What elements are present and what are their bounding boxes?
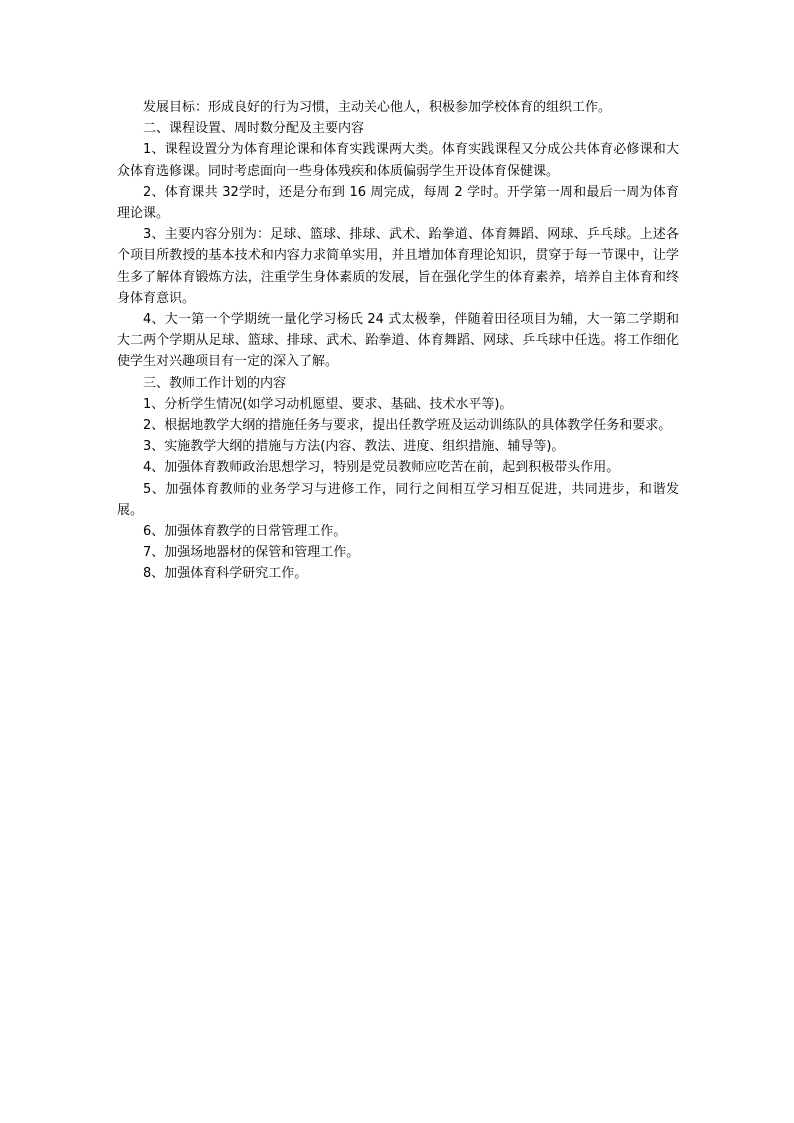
paragraph-teacher-6: 6、加强体育教学的日常管理工作。: [143, 524, 347, 540]
paragraph-teacher-5: 5、加强体育教师的业务学习与进修工作，同行之间相互学习相互促进，共同进步，和谐发展。: [117, 481, 679, 518]
section-heading-curriculum: 二、课程设置、周时数分配及主要内容: [143, 121, 365, 137]
paragraph-teacher-8: 8、加强体育科学研究工作。: [143, 566, 308, 582]
section-heading-teacher-plan: 三、教师工作计划的内容: [143, 375, 287, 391]
paragraph-development-goal: 发展目标：形成良好的行为习惯，主动关心他人，积极参加学校体育的组织工作。: [143, 100, 612, 115]
paragraph-teacher-7: 7、加强场地器材的保管和管理工作。: [143, 545, 360, 561]
paragraph-teacher-2: 2、根据地教学大纲的措施任务与要求，提出任教学班及运动训练队的具体教学任务和要求。: [143, 418, 672, 434]
paragraph-curriculum-3: 3、主要内容分别为：足球、篮球、排球、武术、跆拳道、体育舞蹈、网球、乒乓球。上述各个项目所教授的基本技术和内容力求简单实用，并且增加体育理论知识，贯穿于每一节课中，让学生多了解体育锻炼方法，注重学生身体素质的发展，旨在强化学生的体育素养，培养自主体育和终身体育意识。: [117, 227, 679, 306]
paragraph-teacher-4: 4、加强体育教师政治思想学习，特别是党员教师应吃苦在前，起到积极带头作用。: [143, 460, 620, 476]
paragraph-curriculum-1: 1、课程设置分为体育理论课和体育实践课两大类。体育实践课程又分成公共体育必修课和大众体育选修课。同时考虑面向一些身体残疾和体质偏弱学生开设体育保健课。: [117, 142, 679, 179]
document-page: [117, 97, 679, 585]
paragraph-curriculum-4: 4、大一第一个学期统一量化学习杨氏 24 式太极拳，伴随着田径项目为辅，大一第二学期和大二两个学期从足球、篮球、排球、武术、跆拳道、体育舞蹈、网球、乒乓球中任选。将工作细化使学生对兴趣项目有一定的深入了解。: [117, 312, 679, 370]
paragraph-curriculum-2: 2、体育课共 32学时，还是分布到 16 周完成，每周 2 学时。开学第一周和最后一周为体育理论课。: [117, 184, 679, 222]
paragraph-teacher-1: 1、分析学生情况(如学习动机愿望、要求、基础、技术水平等)。: [143, 396, 513, 412]
paragraph-teacher-3: 3、实施教学大纲的措施与方法(内容、教法、进度、组织措施、辅导等)。: [143, 439, 565, 455]
